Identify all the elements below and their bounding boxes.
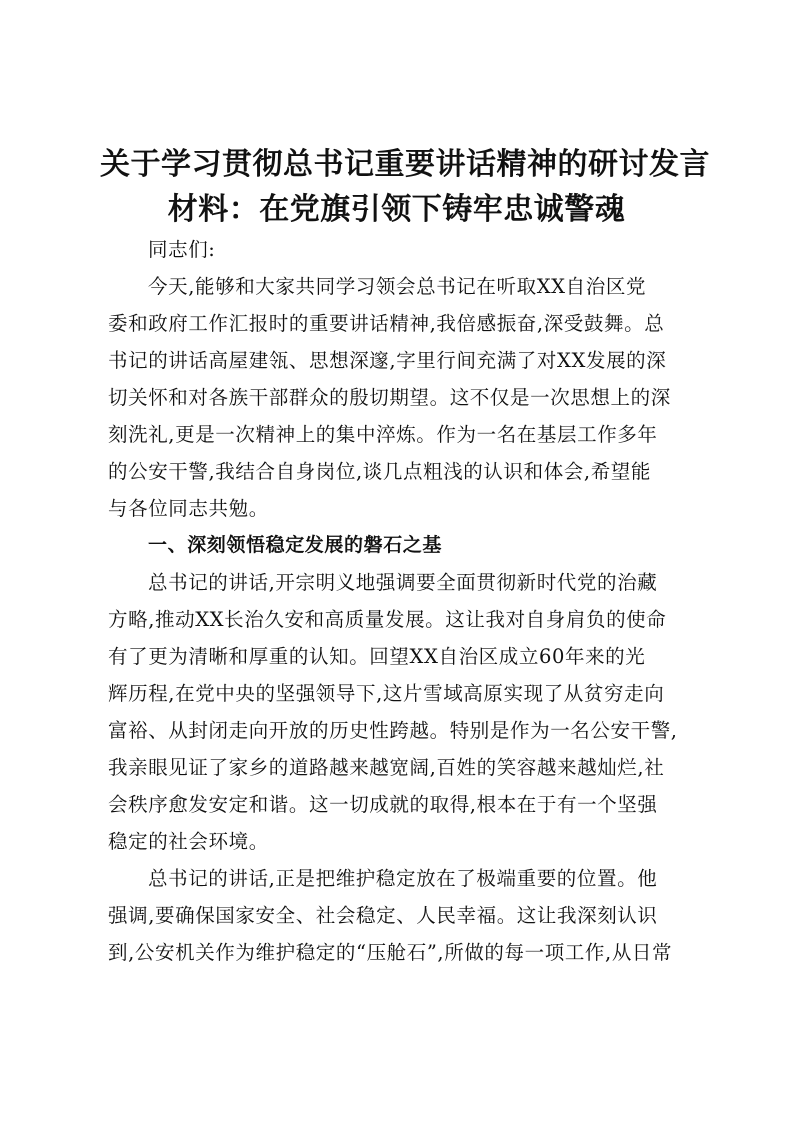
paragraph-2-line-7: 会秩序愈发安定和谐。这一切成就的取得,根本在于有一个坚强 <box>108 793 658 816</box>
paragraph-2-line-8: 稳定的社会环境。 <box>108 830 269 853</box>
paragraph-1-line-3: 书记的讲话高屋建瓴、思想深邃,字里行间充满了对XX发展的深 <box>108 349 667 372</box>
paragraph-3-line-2: 强调,要确保国家安全、社会稳定、人民幸福。这让我深刻认识 <box>108 904 658 927</box>
section-heading-1: 一、深刻领悟稳定发展的磐石之基 <box>148 534 443 556</box>
paragraph-2-line-3: 有了更为清晰和厚重的认知。回望XX自治区成立60年来的光 <box>108 645 646 668</box>
paragraph-1-line-6: 的公安干警,我结合自身岗位,谈几点粗浅的认识和体会,希望能 <box>108 460 651 483</box>
paragraph-1-line-2: 委和政府工作汇报时的重要讲话精神,我倍感振奋,深受鼓舞。总 <box>108 312 665 335</box>
paragraph-3-line-3: 到,公安机关作为维护稳定的“压舱石”,所做的每一项工作,从日常 <box>108 941 673 964</box>
paragraph-2-line-6: 我亲眼见证了家乡的道路越来越宽阔,百姓的笑容越来越灿烂,社 <box>108 756 665 779</box>
document-title-line-1: 关于学习贯彻总书记重要讲话精神的研讨发言 <box>100 147 710 182</box>
document-title-line-2: 材料：在党旗引领下铸牢忠诚警魂 <box>167 192 626 227</box>
salutation: 同志们: <box>148 238 216 261</box>
paragraph-2-line-1: 总书记的讲话,开宗明义地强调要全面贯彻新时代党的治藏 <box>148 571 658 594</box>
paragraph-2-line-5: 富裕、从封闭走向开放的历史性跨越。特别是作为一名公安干警, <box>108 719 678 742</box>
paragraph-2-line-4: 辉历程,在党中央的坚强领导下,这片雪域高原实现了从贫穷走向 <box>108 682 665 705</box>
paragraph-3-line-1: 总书记的讲话,正是把维护稳定放在了极端重要的位置。他 <box>148 867 658 890</box>
document-body <box>108 231 698 971</box>
paragraph-2-line-2: 方略,推动XX长治久安和高质量发展。这让我对自身肩负的使命 <box>108 608 667 631</box>
paragraph-1-line-1: 今天,能够和大家共同学习领会总书记在听取XX自治区党 <box>148 275 647 298</box>
paragraph-1-line-7: 与各位同志共勉。 <box>108 497 269 520</box>
paragraph-1-line-5: 刻洗礼,更是一次精神上的集中淬炼。作为一名在基层工作多年 <box>108 423 658 446</box>
paragraph-1-line-4: 切关怀和对各族干部群众的殷切期望。这不仅是一次思想上的深 <box>108 386 671 409</box>
